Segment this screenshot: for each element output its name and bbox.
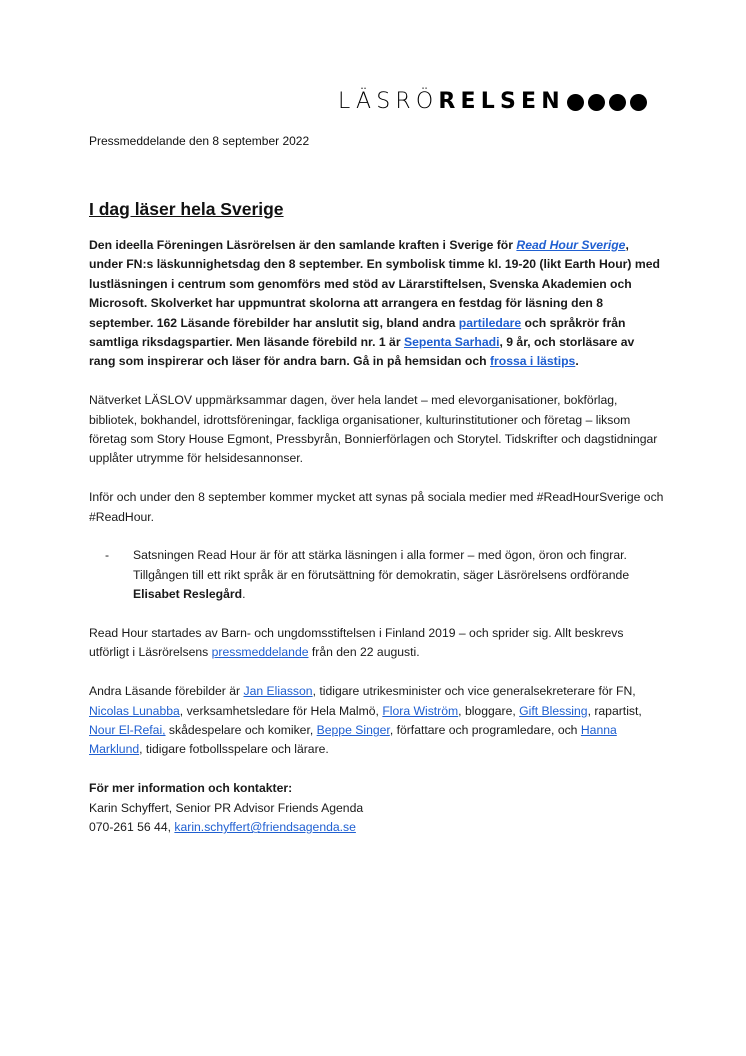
role-models-text: , bloggare, [458, 703, 520, 718]
quote-bullet [105, 546, 664, 604]
jan-eliasson-link[interactable]: Jan Eliasson [243, 684, 313, 699]
laslov-paragraph: Nätverket LÄSLOV uppmärksammar dagen, över hela landet – med elevorganisationer, bokförlag, bibliotek, bokhandel, idrottsföreningar, fackliga organisationer, kulturinstitutioner och företag – liksom företag som Story House Egmont, Pressbyrån, Bonnierförlagen och Storytel. Tidskrifter och dagstidningar upplåter utrymme för helsidesannonser. [89, 393, 658, 466]
logo-dot-icon [567, 94, 584, 111]
logo-text-light: LÄSRÖ [338, 89, 439, 114]
flora-wistrom-link[interactable]: Flora Wiström [382, 703, 459, 718]
role-models-text: Andra Läsande förebilder är [89, 684, 244, 699]
logo-dot-icon [609, 94, 626, 111]
contact-block [89, 779, 664, 837]
logo-wordmark [338, 89, 565, 115]
pressmeddelande-link[interactable]: pressmeddelande [211, 645, 309, 660]
contact-phone: 070-261 56 44, [89, 820, 175, 835]
hanna-marklund-link[interactable]: Hanna Marklund [89, 723, 617, 757]
role-models-paragraph [89, 682, 664, 760]
quote-author: Elisabet Reslegård [133, 587, 243, 602]
lead-paragraph [89, 236, 664, 372]
role-models-text: , verksamhetsledare för Hela Malmö, [179, 703, 383, 718]
role-models-text: , författare och programledare, och [389, 723, 581, 738]
history-text: Read Hour startades av Barn- och ungdomsstiftelsen i Finland 2019 – och sprider sig. Allt beskrevs utförligt i Läsrörelsens [89, 626, 624, 660]
frossa-i-lastips-link[interactable]: frossa i lästips [489, 354, 576, 369]
contact-email-link[interactable]: karin.schyffert@friendsagenda.se [174, 820, 356, 835]
headline: I dag läser hela Sverige [89, 199, 284, 219]
lead-text: Den ideella Föreningen Läsrörelsen är den samlande kraften i Sverige för [89, 238, 517, 252]
logo-dot-icon [588, 94, 605, 111]
lead-text: och språkrör från samtliga riksdagspartier. Men läsande förebild nr. 1 är [89, 315, 626, 350]
role-models-text: , rapartist, [587, 703, 642, 718]
logo-dot-icon [630, 94, 647, 111]
logo-dots-icon [567, 94, 647, 111]
quote-end: . [242, 587, 246, 602]
read-hour-sverige-link[interactable]: Read Hour Sverige [516, 238, 626, 252]
partiledare-link[interactable]: partiledare [458, 315, 522, 330]
contact-heading: För mer information och kontakter: [89, 781, 293, 796]
bullet-dash: - [105, 548, 110, 563]
social-media-paragraph: Inför och under den 8 september kommer mycket att synas på sociala medier med #ReadHourSverige och #ReadHour. [89, 490, 664, 524]
beppe-singer-link[interactable]: Beppe Singer [316, 723, 390, 738]
quote-body: Satsningen Read Hour är för att stärka läsningen i alla former – med ögon, öron och fingrar. Tillgången till ett rikt språk är en förutsättning för demokratin, säger Läsrörelsens ordförande [133, 548, 630, 582]
lead-text: , under FN:s läskunnighetsdag den 8 september. En symbolisk timme kl. 19-20 (likt Earth Hour) med lustläsningen i centrum som genomförs med stöd av Lärarstiftelsen, Svenska Akademien och Microsoft. Skolverket har uppmuntrat skolorna att arrangera en festdag för läsning den 8 september. 162 Läsande förebilder har anslutit sig, bland andra [89, 238, 660, 330]
lead-text: , 9 år, och storläsare av rang som inspirerar och läser för andra barn. Gå in på hemsidan och [89, 335, 635, 369]
history-paragraph [89, 624, 664, 663]
contact-name: Karin Schyffert, Senior PR Advisor Friends Agenda [89, 800, 364, 815]
lead-text: . [575, 354, 579, 369]
role-models-text: , tidigare fotbollsspelare och lärare. [139, 742, 329, 757]
document-body [89, 236, 664, 838]
nour-el-refai-link[interactable]: Nour El-Refai, [89, 723, 166, 738]
gift-blessing-link[interactable]: Gift Blessing [519, 703, 588, 718]
press-release-date: Pressmeddelande den 8 september 2022 [89, 134, 310, 148]
lasrorelsen-logo [338, 89, 647, 115]
role-models-text: skådespelare och komiker, [165, 723, 317, 738]
logo-text-bold: RELSEN [438, 89, 565, 114]
role-models-text: , tidigare utrikesminister och vice generalsekreterare för FN, [312, 684, 636, 699]
quote-text [133, 546, 664, 604]
contact-line [89, 818, 664, 837]
sepenta-sarhadi-link[interactable]: Sepenta Sarhadi [403, 335, 500, 350]
history-text: från den 22 augusti. [308, 645, 420, 660]
nicolas-lunabba-link[interactable]: Nicolas Lunabba [89, 703, 180, 718]
